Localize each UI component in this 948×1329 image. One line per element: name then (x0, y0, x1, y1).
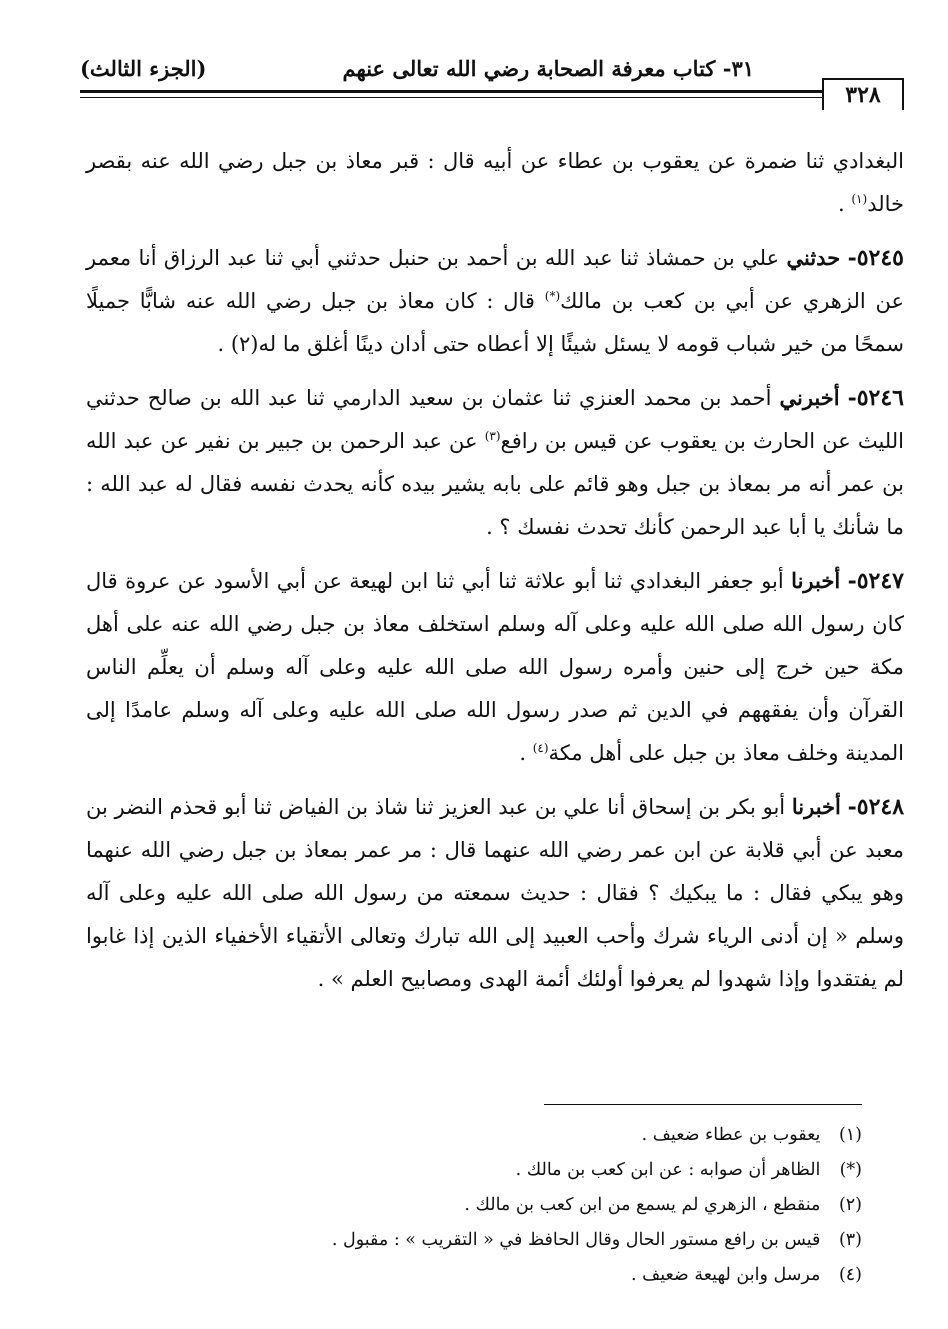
hadith-number: ٥٢٤٨- (847, 794, 905, 820)
header-rule-thin (80, 97, 824, 98)
main-text (86, 140, 904, 1011)
footnote-item (44, 1153, 862, 1188)
paragraph-tail: قال : كان معاذ بن جبل رضي الله عنه شابًّا جميلًا سمحًا من خير شباب قومه لا يسئل شيئًا إلا أعطاه حتى أدان دينًا أغلق ما له(٢) . (86, 289, 904, 356)
footnote-ref: (*) (544, 289, 561, 303)
paragraph-text: أبو بكر بن إسحاق أنا علي بن عبد العزيز ثنا شاذ بن الفياض ثنا أبو قحذم النضر بن معبد عن أبي قلابة عن ابن عمر رضي الله عنهما قال : مر عمر بمعاذ بن جبل رضي الله عنهما وهو يبكي فقال : ما يبكيك ؟ فقال : حديث سمعته من رسول الله صلى الله عليه وعلى آله وسلم « إن أدنى الرياء شرك وأحب العبيد إلى الله تبارك وتعالى الأتقياء الأخفياء الذين إذا غابوا لم يفتقدوا وإذا شهدوا لم يعرفوا أولئك أئمة الهدى ومصابيح العلم » (86, 795, 904, 991)
footnote-ref: (١) (851, 192, 868, 206)
paragraph-text: علي بن حمشاذ ثنا عبد الله بن أحمد بن حنبل حدثني أبي ثنا عبد الرزاق أنا معمر عن الزهري عن أبي بن كعب بن مالك (86, 246, 904, 313)
hadith-lead-word: أخبرنا (791, 794, 841, 819)
footnote-text: يعقوب بن عطاء ضعيف . (641, 1125, 821, 1145)
paragraph-tail: . (519, 741, 533, 765)
hadith-lead-word: حدثني (786, 245, 841, 270)
footnote-item (44, 1118, 862, 1153)
paragraph-tail: . (838, 192, 852, 216)
footnote-text: منقطع ، الزهري لم يسمع من ابن كعب بن مالك . (464, 1195, 821, 1215)
footnote-marker: (٢) (838, 1195, 862, 1215)
volume-label: (الجزء الثالث) (80, 56, 207, 81)
footnote-separator (544, 1104, 862, 1105)
footnote-text: مرسل وابن لهيعة ضعيف . (630, 1265, 821, 1285)
hadith-lead-word: أخبرني (779, 385, 840, 410)
footnote-marker: (*) (839, 1160, 862, 1180)
footnote-text: قيس بن رافع مستور الحال وقال الحافظ في « التقريب » : مقبول . (331, 1230, 821, 1250)
hadith-5245 (86, 236, 904, 366)
footnote-item (44, 1223, 862, 1258)
footnote-marker: (٣) (838, 1230, 862, 1250)
paragraph-text: أحمد بن محمد العنزي ثنا عثمان بن سعيد الدارمي ثنا عبد الله بن صالح حدثني الليث عن الحارث بن يعقوب عن قيس بن رافع (86, 386, 904, 453)
footnote-marker: (٤) (838, 1265, 862, 1285)
hadith-5248 (86, 785, 904, 1001)
paragraph-1 (86, 140, 904, 226)
page-number: ٣٢٨ (822, 78, 904, 110)
hadith-number: ٥٢٤٧- (847, 568, 904, 594)
page-header (80, 52, 904, 108)
running-title: ٣١- كتاب معرفة الصحابة رضي الله تعالى عنهم (342, 56, 754, 81)
footnote-item (44, 1188, 862, 1223)
footnote-item (44, 1258, 862, 1293)
hadith-5246 (86, 376, 904, 549)
footnote-marker: (١) (838, 1125, 862, 1145)
hadith-number: ٥٢٤٥- (847, 245, 904, 271)
header-rule (80, 90, 824, 93)
footnote-ref: (٣) (484, 429, 501, 443)
paragraph-tail: عن عبد الرحمن بن جبير بن نفير عن عبد الله بن عمر أنه مر بمعاذ بن جبل وهو قائم على بابه يشير بيده كأنه يحدث نفسه فقال له عبد الله : ما شأنك يا أبا عبد الرحمن كأنك تحدث نفسك ؟ . (86, 429, 905, 539)
hadith-number: ٥٢٤٦- (847, 385, 904, 411)
paragraph-tail: . (317, 967, 331, 991)
footnote-ref: (٤) (532, 741, 549, 755)
footnotes (44, 1118, 862, 1293)
footnote-text: الظاهر أن صوابه : عن ابن كعب بن مالك . (515, 1160, 821, 1180)
paragraph-text: أبو جعفر البغدادي ثنا أبو علاثة ثنا أبي ثنا ابن لهيعة عن أبي الأسود عن عروة قال كان رسول الله صلى الله عليه وعلى آله وسلم استخلف معاذ بن جبل رضي الله عنه على أهل مكة حين خرج إلى حنين وأمره رسول الله صلى الله عليه وعلى آله وسلم أن يعلِّم الناس القرآن وأن يفقههم في الدين ثم صدر رسول الله صلى الله عليه وعلى آله وسلم عامدًا إلى المدينة وخلف معاذ بن جبل على أهل مكة (86, 569, 904, 765)
hadith-lead-word: أخبرنا (791, 568, 841, 593)
paragraph-text: البغدادي ثنا ضمرة عن يعقوب بن عطاء عن أبيه قال : قبر معاذ بن جبل رضي الله عنه بقصر خالد (86, 149, 904, 216)
hadith-5247 (86, 559, 904, 775)
